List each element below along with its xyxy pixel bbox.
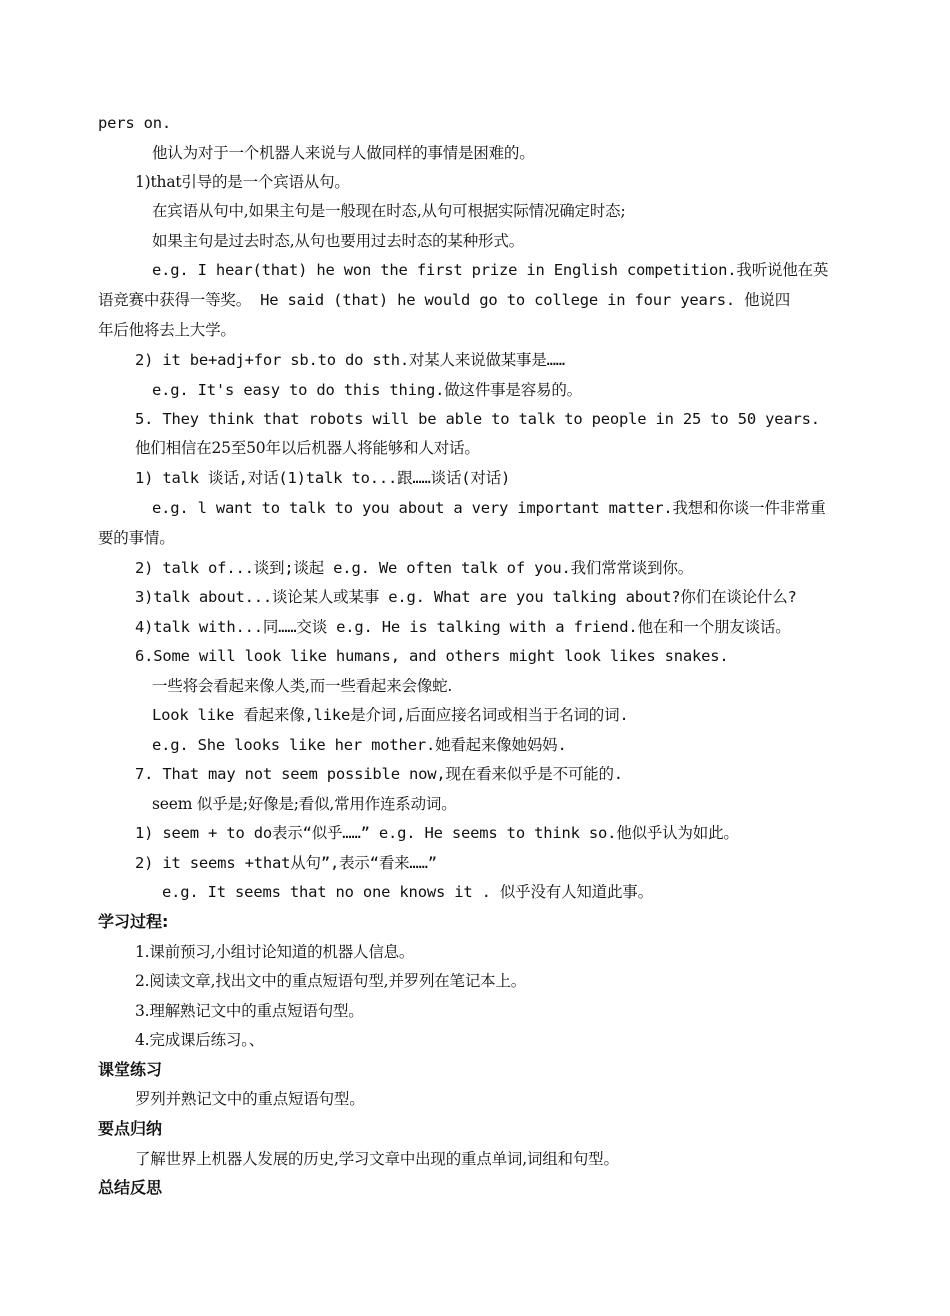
process-item: 4.完成课后练习。、 (135, 1031, 265, 1049)
text-line: 6.Some will look like humans, and others might look likes snakes. (135, 647, 729, 665)
text-line: 4)talk with...同……交谈 e.g. He is talking with a friend.他在和一个朋友谈话。 (135, 618, 791, 636)
text-line: 1) seem + to do表示“似乎……” e.g. He seems to think so.他似乎认为如此。 (135, 824, 739, 842)
section-heading-reflection: 总结反思 (98, 1178, 163, 1197)
text-line: pers on. (98, 114, 172, 132)
process-item: 2.阅读文章,找出文中的重点短语句型,并罗列在笔记本上。 (135, 972, 527, 990)
text-line: Look like 看起来像,like是介词,后面应接名词或相当于名词的词. (152, 706, 629, 724)
text-line: 7. That may not seem possible now,现在看来似乎是不可能的. (135, 765, 623, 783)
text-line: e.g. She looks like her mother.她看起来像她妈妈. (152, 736, 567, 754)
text-line: 2) it be+adj+for sb.to do sth.对某人来说做某事是…… (135, 351, 565, 369)
text-line: 他认为对于一个机器人来说与人做同样的事情是困难的。 (152, 144, 535, 162)
text-line: 1)that引导的是一个宾语从句。 (135, 173, 350, 191)
text-line: 如果主句是过去时态,从句也要用过去时态的某种形式。 (152, 232, 524, 250)
text-line: 要的事情。 (98, 529, 175, 547)
process-item: 1.课前预习,小组讨论知道的机器人信息。 (135, 943, 415, 961)
section-heading-process: 学习过程: (98, 912, 169, 931)
text-line: 2) talk of...谈到;谈起 e.g. We often talk of you.我们常常谈到你。 (135, 559, 694, 577)
text-line: 3)talk about...谈论某人或某事 e.g. What are you talking about?你们在谈论什么? (135, 588, 797, 606)
text-line: 1) talk 谈话,对话(1)talk to...跟……谈话(对话) (135, 469, 511, 487)
text-line: e.g. l want to talk to you about a very important matter.我想和你谈一件非常重 (152, 499, 826, 517)
process-item: 3.理解熟记文中的重点短语句型。 (135, 1002, 364, 1020)
summary-text: 了解世界上机器人发展的历史,学习文章中出现的重点单词,词组和句型。 (135, 1150, 619, 1168)
practice-text: 罗列并熟记文中的重点短语句型。 (135, 1090, 365, 1108)
text-line: 年后他将去上大学。 (98, 321, 236, 339)
text-line: 一些将会看起来像人类,而一些看起来会像蛇. (152, 677, 453, 695)
text-line: 2) it seems +that从句”,表示“看来……” (135, 854, 437, 872)
section-heading-summary: 要点归纳 (98, 1119, 163, 1138)
text-line: 他们相信在25至50年以后机器人将能够和人对话。 (135, 439, 480, 457)
text-line: 在宾语从句中,如果主句是一般现在时态,从句可根据实际情况确定时态; (152, 202, 626, 220)
text-line: seem 似乎是;好像是;看似,常用作连系动词。 (152, 795, 457, 813)
text-line: e.g. It's easy to do this thing.做这件事是容易的。 (152, 381, 582, 399)
section-heading-practice: 课堂练习 (98, 1060, 163, 1079)
text-line: 5. They think that robots will be able to talk to people in 25 to 50 years. (135, 410, 820, 428)
text-line: 语竞赛中获得一等奖。 He said (that) he would go to college in four years. 他说四 (98, 291, 791, 309)
text-line: e.g. It seems that no one knows it . 似乎没有人知道此事。 (162, 883, 653, 901)
text-line: e.g. I hear(that) he won the first prize in English competition.我听说他在英 (152, 261, 829, 279)
